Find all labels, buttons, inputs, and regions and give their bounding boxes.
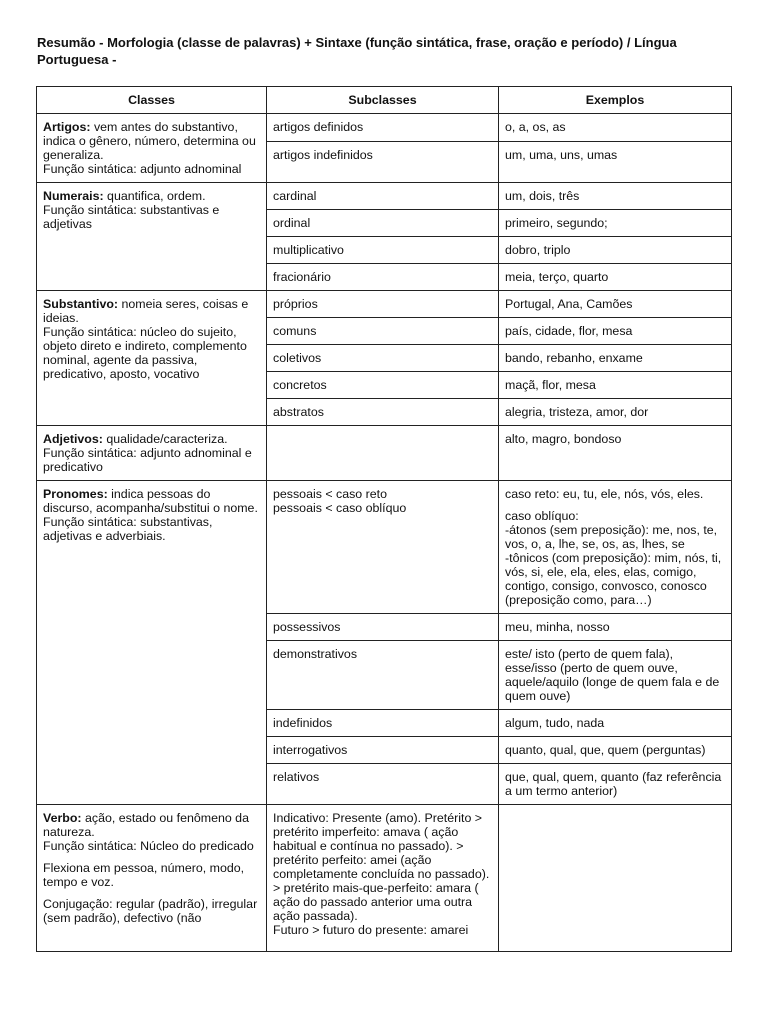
example-cell: primeiro, segundo; xyxy=(499,210,732,237)
header-subclasses: Subclasses xyxy=(267,87,499,114)
class-func: Função sintática: substantivas, adjetivas e adverbiais. xyxy=(43,515,213,543)
subclass-cell: demonstrativos xyxy=(267,641,499,710)
example-cell: país, cidade, flor, mesa xyxy=(499,318,732,345)
example-cell: meu, minha, nosso xyxy=(499,614,732,641)
class-flexiona: Flexiona em pessoa, número, modo, tempo e voz. xyxy=(43,861,245,889)
example-line: caso oblíquo: xyxy=(505,509,579,523)
class-cell-numerais xyxy=(37,183,267,291)
class-func: Função sintática: substantivas e adjetivas xyxy=(43,203,220,231)
subclass-cell: coletivos xyxy=(267,345,499,372)
class-cell-artigos xyxy=(37,114,267,183)
class-cell-adjetivos xyxy=(37,426,267,481)
class-func: Função sintática: Núcleo do predicado xyxy=(43,839,254,853)
subclass-cell: comuns xyxy=(267,318,499,345)
subclass-cell: concretos xyxy=(267,372,499,399)
subclass-cell: interrogativos xyxy=(267,737,499,764)
example-cell xyxy=(499,481,732,614)
subclass-cell: cardinal xyxy=(267,183,499,210)
class-func: Função sintática: adjunto adnominal e predicativo xyxy=(43,446,252,474)
example-cell: que, qual, quem, quanto (faz referência a um termo anterior) xyxy=(499,764,732,805)
example-cell xyxy=(499,805,732,952)
example-cell: o, a, os, as xyxy=(499,114,732,142)
subclass-line: pessoais < caso oblíquo xyxy=(273,501,407,515)
example-cell: meia, terço, quarto xyxy=(499,264,732,291)
class-desc: indica pessoas do discurso, acompanha/substitui o nome. xyxy=(43,487,258,515)
subclass-cell: possessivos xyxy=(267,614,499,641)
example-cell: um, dois, três xyxy=(499,183,732,210)
subclass-cell: fracionário xyxy=(267,264,499,291)
header-exemplos: Exemplos xyxy=(499,87,732,114)
header-row xyxy=(37,87,732,114)
class-func: Função sintática: adjunto adnominal xyxy=(43,162,242,176)
example-cell: um, uma, uns, umas xyxy=(499,141,732,182)
document-title: Resumão - Morfologia (classe de palavras) + Sintaxe (função sintática, frase, oração e período) / Língua Portuguesa - xyxy=(37,35,677,67)
example-line: -átonos (sem preposição): me, nos, te, vos, o, a, lhe, se, os, as, lhes, se xyxy=(505,523,718,551)
class-name: Substantivo: xyxy=(43,297,119,311)
example-cell: Portugal, Ana, Camões xyxy=(499,291,732,318)
subclass-cell: artigos indefinidos xyxy=(267,141,499,182)
class-cell-verbo xyxy=(37,805,267,952)
subclass-cell: próprios xyxy=(267,291,499,318)
table-row xyxy=(37,805,732,952)
subclass-line: Indicativo: Presente (amo). Pretérito > pretérito imperfeito: amava ( ação habitual e contínua no passado). > pretérito perfeito: amei (ação completamente concluída no passado). > pretérito mais-que-perfeito: amara ( ação do passado anterior uma outra ação passada). xyxy=(273,811,490,923)
subclass-cell xyxy=(267,481,499,614)
example-cell: quanto, qual, que, quem (perguntas) xyxy=(499,737,732,764)
class-name: Pronomes: xyxy=(43,487,108,501)
example-cell: dobro, triplo xyxy=(499,237,732,264)
example-cell: algum, tudo, nada xyxy=(499,710,732,737)
subclass-cell xyxy=(267,805,499,952)
subclass-cell: multiplicativo xyxy=(267,237,499,264)
subclass-cell: artigos definidos xyxy=(267,114,499,142)
example-cell: este/ isto (perto de quem fala), esse/isso (perto de quem ouve, aquele/aquilo (longe de quem fala e de quem ouve) xyxy=(499,641,732,710)
class-desc: nomeia seres, coisas e ideias. xyxy=(43,297,249,325)
class-desc: quantifica, ordem. xyxy=(103,189,206,203)
class-name: Numerais: xyxy=(43,189,104,203)
example-line: caso reto: eu, tu, ele, nós, vós, eles. xyxy=(505,487,704,501)
table-row xyxy=(37,183,732,210)
example-cell: maçã, flor, mesa xyxy=(499,372,732,399)
class-cell-pronomes xyxy=(37,481,267,805)
example-cell: bando, rebanho, enxame xyxy=(499,345,732,372)
example-cell: alegria, tristeza, amor, dor xyxy=(499,399,732,426)
example-line: -tônicos (com preposição): mim, nós, ti, vós, si, ele, ela, eles, elas, comigo, contigo, consigo, convosco, conosco (preposição como, para…) xyxy=(505,551,722,607)
class-name: Artigos: xyxy=(43,120,91,134)
summary-table xyxy=(36,86,732,952)
class-func: Função sintática: núcleo do sujeito, objeto direto e indireto, complemento nominal, agente da passiva, predicativo, aposto, vocativo xyxy=(43,325,247,381)
table-row xyxy=(37,291,732,318)
subclass-cell: indefinidos xyxy=(267,710,499,737)
table-row xyxy=(37,114,732,142)
class-name: Adjetivos: xyxy=(43,432,103,446)
subclass-line: Futuro > futuro do presente: amarei xyxy=(273,923,469,937)
class-desc: ação, estado ou fenômeno da natureza. xyxy=(43,811,249,839)
table-row xyxy=(37,426,732,481)
class-name: Verbo: xyxy=(43,811,82,825)
class-desc: vem antes do substantivo, indica o gênero, número, determina ou generaliza. xyxy=(43,120,256,162)
subclass-cell: relativos xyxy=(267,764,499,805)
subclass-cell xyxy=(267,426,499,481)
example-cell: alto, magro, bondoso xyxy=(499,426,732,481)
subclass-cell: abstratos xyxy=(267,399,499,426)
table-row xyxy=(37,481,732,614)
subclass-cell: ordinal xyxy=(267,210,499,237)
class-conjugacao: Conjugação: regular (padrão), irregular (sem padrão), defectivo (não xyxy=(43,897,258,925)
header-classes: Classes xyxy=(37,87,267,114)
class-cell-substantivo xyxy=(37,291,267,426)
class-desc: qualidade/caracteriza. xyxy=(102,432,228,446)
subclass-line: pessoais < caso reto xyxy=(273,487,387,501)
